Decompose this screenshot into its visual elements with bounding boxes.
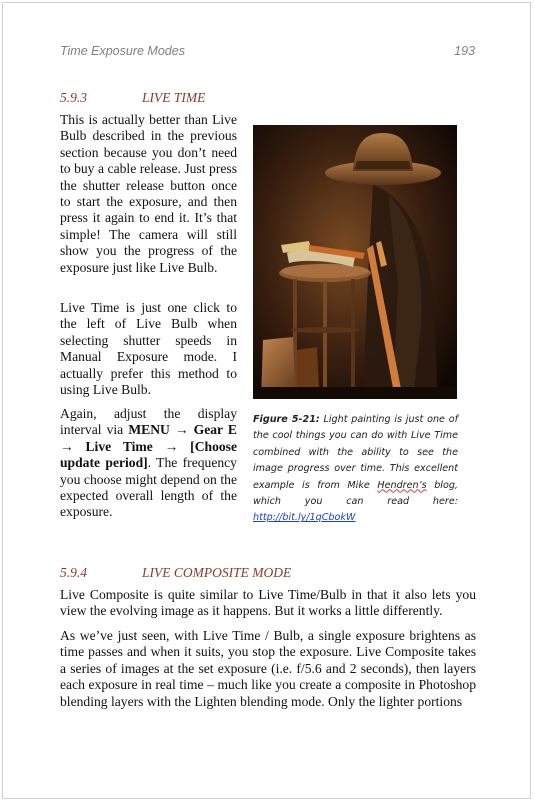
live-time-paragraph-1: This is actually better than Live Bulb described in the previous section because you don’t need to buy a cable release. Just press the shutter release button once to start the exposure, and then press it again to end it. It’s that simple! The camera will still show you the progress of the exposure just like Live Bulb.	[60, 112, 237, 275]
running-header-title: Time Exposure Modes	[60, 44, 185, 58]
caption-author-name: Hendren’s	[377, 479, 427, 491]
live-composite-paragraph-2: As we’ve just seen, with Live Time / Bulb, a single exposure brightens as time passes and when it suits, you stop the exposure. Live Composite takes a series of images at the set exposure (i.e. f/5.6 and 2 seconds), then layers each exposure in real time – much like you create a composite in Photoshop blending layers with the Lighten blending mode. Only the lighter portions	[60, 628, 476, 709]
menu-path: MENU → Gear E → Live Time → [Choose update period]	[60, 422, 237, 471]
live-composite-paragraph-1: Live Composite is quite similar to Live Time/Bulb in that it also lets you view the evolving image as it happens. But it works a little differently.	[60, 587, 476, 619]
running-header	[60, 44, 475, 62]
figure-photo-light-painting	[253, 125, 457, 399]
live-time-paragraph-2: Live Time is just one click to the left of Live Bulb when selecting shutter speeds in Manual Exposure mode. I actually prefer this method to using Live Bulb.	[60, 300, 237, 398]
section-title: LIVE TIME	[142, 90, 206, 105]
section-title: LIVE COMPOSITE MODE	[142, 565, 292, 580]
figure-caption	[253, 412, 458, 527]
section-number: 5.9.4	[60, 565, 87, 580]
live-time-paragraph-3	[60, 406, 237, 521]
caption-text-continued: blog, which you can read here:	[253, 479, 458, 508]
caption-text: Light painting is just one of the cool things you can do with Live Time combined with the ability to see the image progress over time. This excellent example is from Mike	[253, 414, 458, 491]
paragraph-tail-text: . The frequency you choose might depend on the expected overall length of the exposure.	[60, 455, 237, 520]
figure-label: Figure 5-21:	[253, 414, 320, 425]
blog-link[interactable]: http://bit.ly/1qCbokW	[253, 512, 356, 524]
section-number: 5.9.3	[60, 90, 87, 105]
paragraph-lead-text: Again, adjust the display interval via	[60, 406, 237, 438]
page-number: 193	[454, 44, 475, 58]
